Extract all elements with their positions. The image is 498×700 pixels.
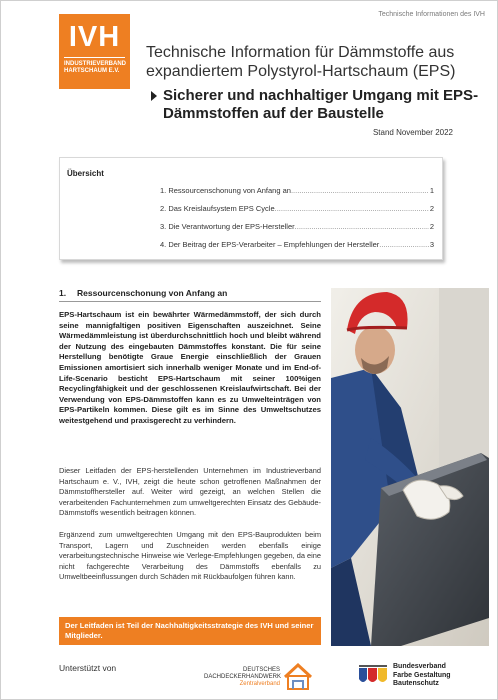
toc-item-page: 3 xyxy=(429,240,434,249)
construction-worker-photo xyxy=(331,288,489,646)
toc-item[interactable] xyxy=(160,240,434,258)
partner1-line2: DACHDECKERHANDWERK xyxy=(204,674,282,680)
toc-title: Übersicht xyxy=(67,169,104,178)
toc-leader xyxy=(291,186,429,204)
toc-item-text: 2. Das Kreislaufsystem EPS Cycle xyxy=(160,204,275,213)
body-paragraph-2: Ergänzend zum umweltgerechten Umgang mit den EPS-Bauprodukten beim Transport, Lagern und Zuschneiden werden ebenfalls einige verarbeitungstechnische Hinweise wie Verlege-Empfehlungen gegeben, da eine nicht fachgerechte Verarbeitung des Dämmstoffs ebenfalls zu Umweltbeeinflussungen durch Schäden mit Rückbaufolgen führen kann. xyxy=(59,530,321,582)
shield-icon xyxy=(358,665,388,691)
logo-subtitle-line1: INDUSTRIEVERBAND xyxy=(64,61,127,67)
document-title: Technische Information für Dämmstoffe aus expandiertem Polystyrol-Hartschaum (EPS) xyxy=(146,44,456,80)
table-of-contents xyxy=(59,157,443,260)
dachdeckerhandwerk-logo xyxy=(204,661,314,693)
logo-divider xyxy=(64,57,125,58)
toc-item[interactable] xyxy=(160,222,434,240)
partner2-line3: Bautenschutz xyxy=(393,680,439,687)
toc-item-page: 1 xyxy=(429,186,434,195)
toc-leader xyxy=(275,204,429,222)
worker-illustration xyxy=(331,288,489,646)
ivh-logo xyxy=(59,14,130,89)
partner2-line2: Farbe Gestaltung xyxy=(393,671,451,679)
section-number: 1. xyxy=(59,288,67,298)
partner1-line3: Zentralverband xyxy=(239,681,280,687)
section-divider xyxy=(59,301,321,302)
partner2-line1: Bundesverband xyxy=(393,663,446,670)
section-title: Ressourcenschonung von Anfang an xyxy=(77,288,228,298)
document-date: Stand November 2022 xyxy=(372,128,453,137)
house-roof-icon xyxy=(283,663,313,691)
document-subtitle: Sicherer und nachhaltiger Umgang mit EPS-Dämmstoffen auf der Baustelle xyxy=(163,87,479,122)
toc-item-text: 1. Ressourcenschonung von Anfang an xyxy=(160,186,291,195)
toc-leader xyxy=(379,240,429,258)
logo-subtitle-line2: HARTSCHAUM E.V. xyxy=(64,68,120,74)
body-paragraph-1: Dieser Leitfaden der EPS-herstellenden Unternehmen im Industrieverband Hartschaum e. V., IVH, zeigt die heute schon getroffenen Maßnahmen der Dämmstoffhersteller auf. Weiter wird gezeigt, an welchen Stellen die verarbeitenden Fachunternehmen zum umweltgerechten Einsatz des Gebäude-Dämmstoffs wesentlich beitragen können. xyxy=(59,466,321,518)
callout-box: Der Leitfaden ist Teil der Nachhaltigkeitsstrategie des IVH und seiner Mitglieder. xyxy=(59,617,321,645)
toc-item-page: 2 xyxy=(429,204,434,213)
toc-item-text: 3. Die Verantwortung der EPS-Hersteller xyxy=(160,222,295,231)
partner1-text xyxy=(204,667,280,688)
partner1-line1: DEUTSCHES xyxy=(242,667,280,673)
bundesverband-logo xyxy=(358,663,488,693)
toc-list xyxy=(160,186,434,258)
toc-item-page: 2 xyxy=(429,222,434,231)
toc-item[interactable] xyxy=(160,186,434,204)
header-tag: Technische Informationen des IVH xyxy=(378,11,485,18)
partner2-text xyxy=(393,663,451,689)
triangle-bullet-icon xyxy=(151,91,157,101)
intro-paragraph: EPS-Hartschaum ist ein bewährter Wärmedämmstoff, der sich durch seine mannigfaltigen positiven Eigenschaften auszeichnet. Seine Wärmedämmleistung ist überdurchschnittlich hoch und bleibt während der Nutzung des eingebauten Dämmstoffes konstant. Die für seine Herstellung benötigte Graue Energie einschließlich der Grauen Emissionen amortisiert sich innerhalb weniger Monate und im End-of-Life-Scenario besticht EPS-Hartschaum mit seiner 100%igen Recyclingfähigkeit und der geschlossenen Kreislaufwirtschaft. Bei der Verwendung von EPS-Dämmstoffen kann es zu Umwelteinträgen von EPS-Partikeln kommen. Diese gilt es im Sinne des Umweltschutzes weitestgehend und praxisgerecht zu verhindern. xyxy=(59,310,321,425)
logo-wordmark: IVH xyxy=(68,21,121,53)
toc-leader xyxy=(295,222,429,240)
toc-item-text: 4. Der Beitrag der EPS-Verarbeiter – Empfehlungen der Hersteller xyxy=(160,240,380,249)
supported-by-label: Unterstützt von xyxy=(59,663,117,673)
section-heading xyxy=(59,288,227,298)
logo-subtitle xyxy=(64,61,126,75)
toc-item[interactable] xyxy=(160,204,434,222)
